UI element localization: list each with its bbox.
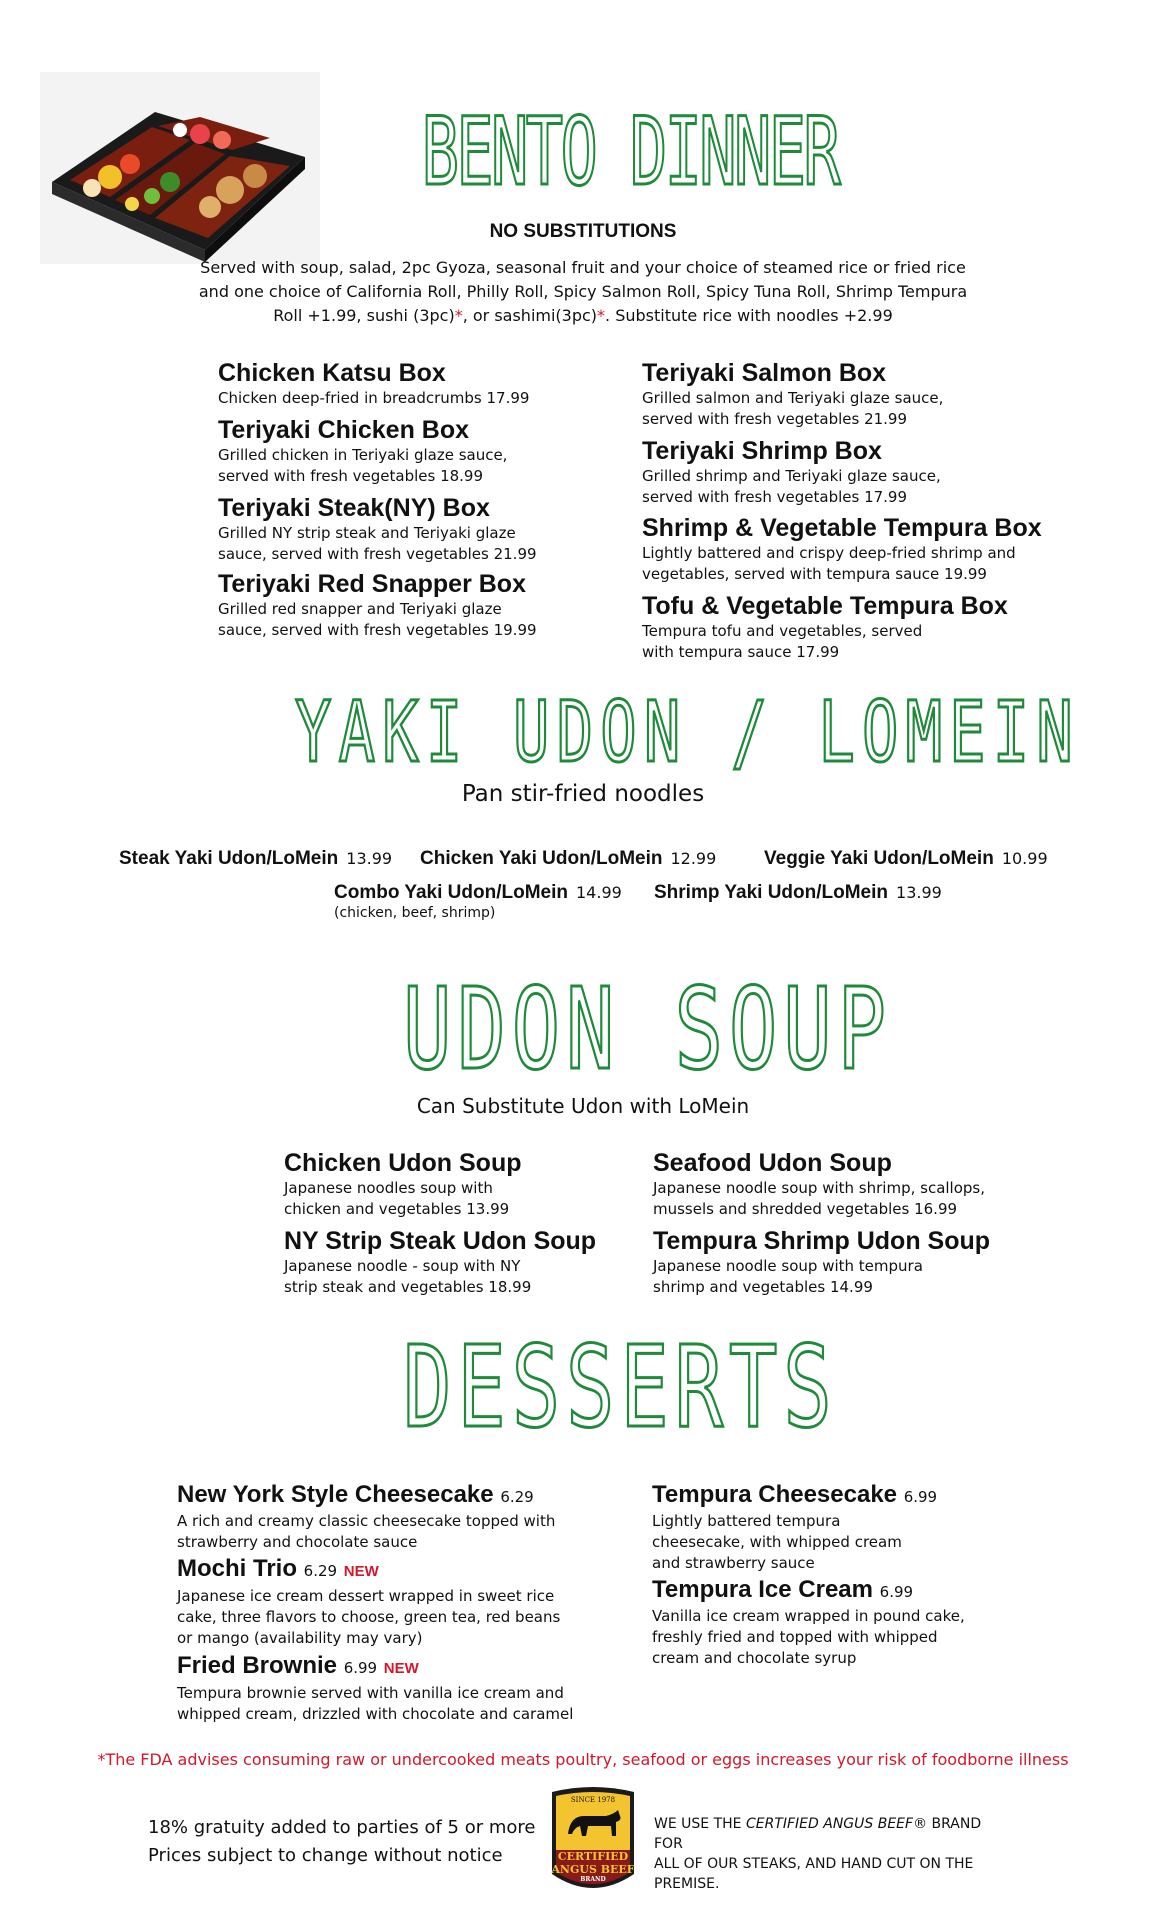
bento-intro-line: and one choice of California Roll, Philly Roll, Spicy Salmon Roll, Spicy Tuna Roll, Shrimp Tempura bbox=[198, 282, 968, 301]
bento-item bbox=[642, 436, 941, 508]
bento-item bbox=[218, 415, 507, 487]
item-name: Veggie Yaki Udon/LoMein bbox=[764, 848, 994, 869]
item-name: Combo Yaki Udon/LoMein bbox=[334, 882, 568, 903]
item-desc: Grilled red snapper and Teriyaki glaze bbox=[218, 600, 502, 618]
udon-item bbox=[284, 1148, 522, 1220]
item-desc: served with fresh vegetables 18.99 bbox=[218, 467, 484, 485]
item-desc: and strawberry sauce bbox=[652, 1554, 815, 1572]
item-desc: Japanese noodle soup with shrimp, scallops, bbox=[653, 1179, 985, 1197]
udon-item bbox=[284, 1226, 596, 1298]
item-name-row bbox=[177, 1652, 573, 1683]
item-name: Tofu & Vegetable Tempura Box bbox=[642, 592, 1008, 620]
bento-item bbox=[642, 358, 943, 430]
asterisk: * bbox=[454, 306, 463, 325]
item-desc: Grilled NY strip steak and Teriyaki glaze bbox=[218, 524, 516, 542]
item-name: Seafood Udon Soup bbox=[653, 1149, 892, 1177]
udon-soup-title: UDON SOUP bbox=[403, 965, 892, 1095]
bento-item bbox=[642, 591, 1008, 663]
item-desc: Tempura tofu and vegetables, served bbox=[642, 622, 923, 640]
item-desc: or mango (availability may vary) bbox=[177, 1629, 423, 1647]
angus-brand: CERTIFIED ANGUS BEEF bbox=[745, 1816, 914, 1832]
logo-text bbox=[544, 1850, 642, 1884]
item-desc: strawberry and chocolate sauce bbox=[177, 1533, 418, 1551]
no-substitutions: NO SUBSTITUTIONS bbox=[489, 221, 677, 242]
item-desc: vegetables, served with tempura sauce 19.99 bbox=[642, 565, 987, 583]
item-desc: with tempura sauce 17.99 bbox=[642, 643, 840, 661]
yaki-title: YAKI UDON / LOMEIN bbox=[295, 683, 1081, 781]
certified-angus-beef-logo bbox=[544, 1786, 642, 1898]
item-desc: Chicken deep-fried in breadcrumbs 17.99 bbox=[218, 389, 530, 407]
angus-text: ® BRAND FOR bbox=[654, 1816, 982, 1852]
item-name: Teriyaki Salmon Box bbox=[642, 359, 887, 387]
bento-intro-line bbox=[160, 304, 1006, 328]
item-desc: mussels and shredded vegetables 16.99 bbox=[653, 1200, 958, 1218]
item-desc: served with fresh vegetables 21.99 bbox=[642, 410, 908, 428]
item-name: Fried Brownie bbox=[177, 1652, 338, 1679]
item-price: 6.29 bbox=[500, 1488, 534, 1506]
intro-text: . Substitute rice with noodles +2.99 bbox=[605, 306, 893, 325]
item-price: 6.99 bbox=[343, 1659, 378, 1677]
item-desc: freshly fried and topped with whipped bbox=[652, 1628, 938, 1646]
item-desc: Japanese ice cream dessert wrapped in sweet rice bbox=[177, 1587, 555, 1605]
item-desc: A rich and creamy classic cheesecake topped with bbox=[177, 1512, 556, 1530]
noodle-item bbox=[654, 882, 942, 904]
item-desc: Grilled salmon and Teriyaki glaze sauce, bbox=[642, 389, 944, 407]
item-price: 6.29 bbox=[303, 1562, 338, 1580]
new-badge: NEW bbox=[383, 1660, 419, 1677]
item-name: Tempura Shrimp Udon Soup bbox=[653, 1227, 991, 1255]
dessert-item bbox=[652, 1481, 937, 1574]
dessert-item bbox=[177, 1652, 573, 1725]
angus-line: ALL OF OUR STEAKS, AND HAND CUT ON THE bbox=[654, 1856, 974, 1872]
item-price: 13.99 bbox=[896, 883, 942, 902]
bento-title: BENTO DINNER bbox=[421, 98, 839, 207]
item-price: 6.99 bbox=[903, 1488, 938, 1506]
item-name: Shrimp Yaki Udon/LoMein bbox=[654, 882, 889, 903]
item-name: Chicken Yaki Udon/LoMein bbox=[420, 848, 663, 869]
angus-note bbox=[654, 1814, 1014, 1894]
item-name: Steak Yaki Udon/LoMein bbox=[119, 848, 339, 869]
logo-brand: BRAND bbox=[580, 1876, 606, 1883]
item-desc: served with fresh vegetables 17.99 bbox=[642, 488, 908, 506]
item-desc: Japanese noodle soup with tempura bbox=[653, 1257, 923, 1275]
item-desc: strip steak and vegetables 18.99 bbox=[284, 1278, 532, 1296]
item-desc: Japanese noodles soup with bbox=[284, 1179, 493, 1197]
item-desc: Grilled shrimp and Teriyaki glaze sauce, bbox=[642, 467, 941, 485]
item-desc: cream and chocolate syrup bbox=[652, 1649, 857, 1667]
item-name: Chicken Katsu Box bbox=[218, 359, 446, 387]
item-price: 10.99 bbox=[1001, 849, 1048, 868]
item-desc: cake, three flavors to choose, green tea, red beans bbox=[177, 1608, 561, 1626]
item-price: 14.99 bbox=[576, 883, 622, 902]
item-name: New York Style Cheesecake bbox=[177, 1481, 494, 1508]
logo-since: SINCE 1978 bbox=[570, 1796, 616, 1804]
gratuity-text: 18% gratuity added to parties of 5 or more bbox=[148, 1817, 536, 1838]
item-desc: sauce, served with fresh vegetables 21.99 bbox=[218, 545, 537, 563]
yaki-subtitle: Pan stir-fried noodles bbox=[461, 781, 705, 807]
intro-text: , or sashimi(3pc) bbox=[462, 306, 598, 325]
item-name: Teriyaki Red Snapper Box bbox=[218, 570, 526, 598]
angus-line bbox=[654, 1814, 1014, 1854]
logo-line: CERTIFIED bbox=[557, 1850, 629, 1863]
udon-item bbox=[653, 1148, 985, 1220]
item-name-row bbox=[177, 1555, 560, 1586]
item-name: Tempura Cheesecake bbox=[652, 1481, 898, 1508]
logo-line: ANGUS BEEF bbox=[551, 1863, 635, 1876]
item-name: Teriyaki Steak(NY) Box bbox=[218, 494, 490, 522]
item-name: Teriyaki Chicken Box bbox=[218, 416, 470, 444]
fda-warning: *The FDA advises consuming raw or undercooked meats poultry, seafood or eggs increases your risk of foodborne illness bbox=[97, 1750, 1069, 1769]
gratuity-note bbox=[148, 1814, 535, 1870]
bento-item bbox=[218, 493, 537, 565]
new-badge: NEW bbox=[343, 1563, 379, 1580]
desserts-title: DESSERTS bbox=[403, 1323, 838, 1453]
prices-note: Prices subject to change without notice bbox=[148, 1845, 503, 1866]
item-name: Mochi Trio bbox=[177, 1555, 297, 1582]
bento-item bbox=[642, 513, 1042, 585]
item-desc: cheesecake, with whipped cream bbox=[652, 1533, 902, 1551]
bento-item bbox=[218, 358, 529, 409]
bento-intro bbox=[160, 256, 1006, 328]
bento-item bbox=[218, 569, 537, 641]
item-desc: Lightly battered and crispy deep-fried shrimp and bbox=[642, 544, 1016, 562]
item-desc: sauce, served with fresh vegetables 19.99 bbox=[218, 621, 537, 639]
item-price: 12.99 bbox=[670, 849, 717, 868]
item-desc: Japanese noodle - soup with NY bbox=[284, 1257, 521, 1275]
noodle-item bbox=[119, 848, 392, 870]
item-name: Teriyaki Shrimp Box bbox=[642, 437, 882, 465]
dessert-item bbox=[177, 1555, 560, 1649]
item-desc: Grilled chicken in Teriyaki glaze sauce, bbox=[218, 446, 508, 464]
angus-text: WE USE THE bbox=[654, 1816, 746, 1832]
dessert-item bbox=[177, 1481, 555, 1553]
noodle-item bbox=[764, 848, 1048, 870]
noodle-item bbox=[420, 848, 716, 870]
dessert-item bbox=[652, 1576, 965, 1669]
item-desc: Tempura brownie served with vanilla ice cream and bbox=[177, 1684, 564, 1702]
item-price: 6.99 bbox=[879, 1583, 914, 1601]
intro-text: Roll +1.99, sushi (3pc) bbox=[273, 306, 455, 325]
udon-subtitle: Can Substitute Udon with LoMein bbox=[416, 1094, 750, 1118]
item-name-row bbox=[652, 1576, 965, 1606]
angus-line: PREMISE. bbox=[654, 1876, 720, 1892]
item-desc: chicken and vegetables 13.99 bbox=[284, 1200, 510, 1218]
bento-intro-line: Served with soup, salad, 2pc Gyoza, seasonal fruit and your choice of steamed rice or fried rice bbox=[200, 258, 966, 277]
item-name: NY Strip Steak Udon Soup bbox=[284, 1227, 597, 1255]
item-name: Shrimp & Vegetable Tempura Box bbox=[642, 514, 1042, 542]
noodle-item bbox=[334, 882, 622, 922]
item-desc: Vanilla ice cream wrapped in pound cake, bbox=[652, 1607, 965, 1625]
item-desc: Lightly battered tempura bbox=[652, 1512, 841, 1530]
udon-item bbox=[653, 1226, 990, 1298]
item-note: (chicken, beef, shrimp) bbox=[334, 905, 496, 921]
item-desc: whipped cream, drizzled with chocolate and caramel bbox=[177, 1705, 574, 1723]
item-name-row bbox=[177, 1481, 555, 1511]
item-name: Chicken Udon Soup bbox=[284, 1149, 522, 1177]
item-desc: shrimp and vegetables 14.99 bbox=[653, 1278, 873, 1296]
item-name: Tempura Ice Cream bbox=[652, 1576, 873, 1603]
item-name-row bbox=[652, 1481, 937, 1511]
item-price: 13.99 bbox=[346, 849, 393, 868]
asterisk: * bbox=[597, 306, 606, 325]
